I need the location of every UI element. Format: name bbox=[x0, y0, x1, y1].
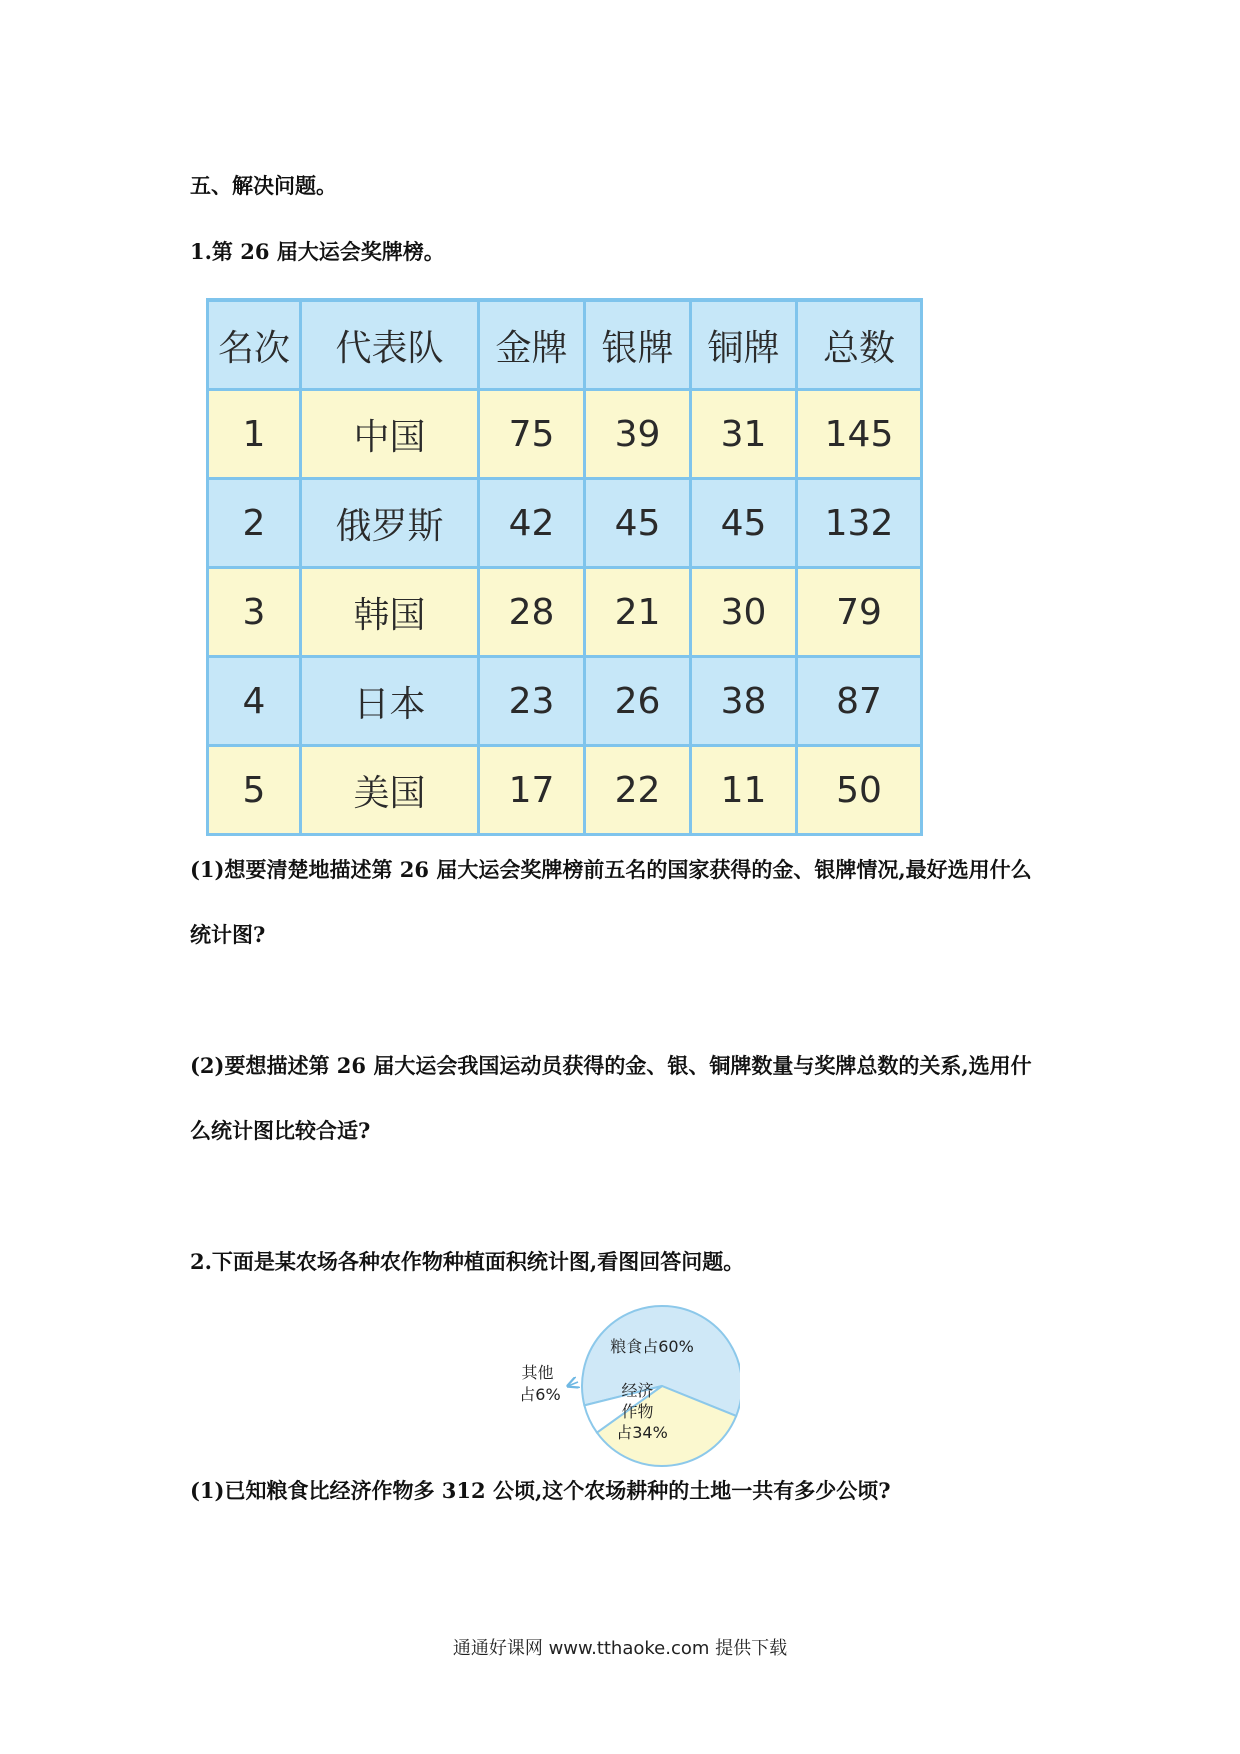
table-header-row bbox=[208, 300, 922, 390]
cell-silver: 21 bbox=[585, 568, 691, 657]
question2-line2: 么统计图比较合适? bbox=[190, 1118, 371, 1143]
cell-rank: 5 bbox=[208, 746, 301, 835]
cell-gold: 42 bbox=[479, 479, 585, 568]
cell-bronze: 31 bbox=[691, 390, 797, 479]
pie-label-grain: 粮食占60% bbox=[610, 1337, 694, 1356]
cell-gold: 75 bbox=[479, 390, 585, 479]
table-row bbox=[208, 479, 922, 568]
economic-label-line2: 作物 bbox=[621, 1402, 654, 1421]
problem2-question1: (1)已知粮食比经济作物多 312 公顷,这个农场耕种的土地一共有多少公顷? bbox=[190, 1478, 891, 1503]
svg-text:其他 占6% bbox=[519, 1363, 560, 1404]
question1-line1: (1)想要清楚地描述第 26 届大运会奖牌榜前五名的国家获得的金、银牌情况,最好选用什么 bbox=[190, 857, 1032, 882]
cell-gold: 23 bbox=[479, 657, 585, 746]
cell-total: 50 bbox=[797, 746, 922, 835]
cell-silver: 22 bbox=[585, 746, 691, 835]
cell-total: 79 bbox=[797, 568, 922, 657]
cell-gold: 17 bbox=[479, 746, 585, 835]
cell-team: 美国 bbox=[301, 746, 479, 835]
cell-team: 韩国 bbox=[301, 568, 479, 657]
pie-label-other bbox=[510, 1358, 580, 1418]
other-label-line1: 其他 bbox=[521, 1363, 554, 1382]
cell-team: 俄罗斯 bbox=[301, 479, 479, 568]
cell-rank: 3 bbox=[208, 568, 301, 657]
table-row bbox=[208, 746, 922, 835]
cell-gold: 28 bbox=[479, 568, 585, 657]
cell-bronze: 11 bbox=[691, 746, 797, 835]
question1-line2: 统计图? bbox=[190, 922, 266, 947]
header-silver: 银牌 bbox=[585, 300, 691, 390]
cell-bronze: 45 bbox=[691, 479, 797, 568]
table-row bbox=[208, 568, 922, 657]
header-bronze: 铜牌 bbox=[691, 300, 797, 390]
economic-label-line1: 经济 bbox=[621, 1381, 654, 1400]
table-row bbox=[208, 390, 922, 479]
header-total: 总数 bbox=[797, 300, 922, 390]
cell-total: 145 bbox=[797, 390, 922, 479]
cell-silver: 39 bbox=[585, 390, 691, 479]
header-rank: 名次 bbox=[208, 300, 301, 390]
economic-label-line3: 占34% bbox=[616, 1423, 668, 1442]
table-row bbox=[208, 657, 922, 746]
footer: 通通好课网 www.tthaoke.com 提供下载 bbox=[452, 1638, 788, 1659]
medal-table bbox=[206, 298, 923, 836]
cell-silver: 26 bbox=[585, 657, 691, 746]
other-label-line2: 占6% bbox=[519, 1385, 561, 1404]
cell-silver: 45 bbox=[585, 479, 691, 568]
cell-total: 87 bbox=[797, 657, 922, 746]
problem1-title: 1.第 26 届大运会奖牌榜。 bbox=[190, 239, 445, 264]
cell-team: 日本 bbox=[301, 657, 479, 746]
cell-rank: 4 bbox=[208, 657, 301, 746]
cell-rank: 2 bbox=[208, 479, 301, 568]
cell-total: 132 bbox=[797, 479, 922, 568]
header-gold: 金牌 bbox=[479, 300, 585, 390]
cell-rank: 1 bbox=[208, 390, 301, 479]
cell-team: 中国 bbox=[301, 390, 479, 479]
cell-bronze: 38 bbox=[691, 657, 797, 746]
problem2-title: 2.下面是某农场各种农作物种植面积统计图,看图回答问题。 bbox=[190, 1249, 745, 1274]
question2-line1: (2)要想描述第 26 届大运会我国运动员获得的金、银、铜牌数量与奖牌总数的关系,选用什 bbox=[190, 1053, 1032, 1078]
cell-bronze: 30 bbox=[691, 568, 797, 657]
header-team: 代表队 bbox=[301, 300, 479, 390]
section-title: 五、解决问题。 bbox=[190, 173, 337, 198]
